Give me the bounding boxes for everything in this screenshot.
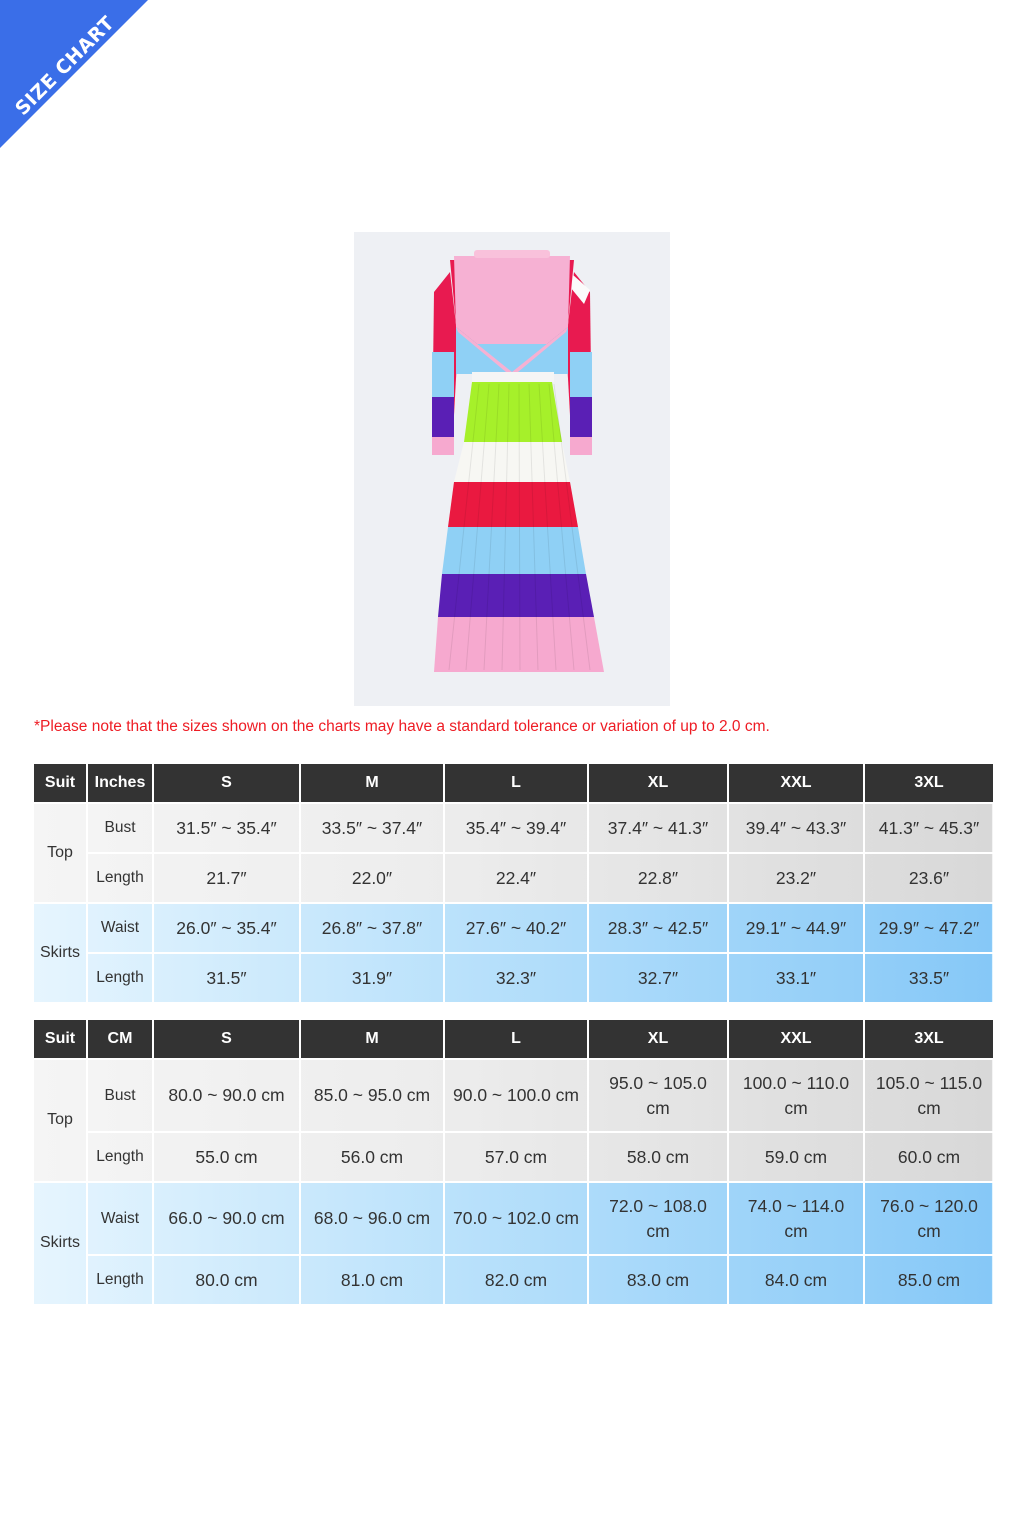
- header-size-xl: XL: [589, 764, 727, 802]
- cell-value: 60.0 cm: [865, 1133, 993, 1181]
- cell-value: 22.8″: [589, 854, 727, 902]
- cell-value: 37.4″ ~ 41.3″: [589, 804, 727, 852]
- header-size-xxl: XXL: [729, 1020, 863, 1058]
- row-label-waist: Waist: [88, 904, 152, 952]
- cell-value: 85.0 ~ 95.0 cm: [301, 1060, 443, 1131]
- tolerance-note: *Please note that the sizes shown on the charts may have a standard tolerance or variation of up to 2.0 cm.: [34, 718, 770, 735]
- cell-value: 82.0 cm: [445, 1256, 587, 1304]
- cell-value: 22.0″: [301, 854, 443, 902]
- header-size-s: S: [154, 764, 299, 802]
- cell-value: 31.9″: [301, 954, 443, 1002]
- table-row: [34, 1256, 993, 1304]
- cell-value: 83.0 cm: [589, 1256, 727, 1304]
- cell-value: 32.7″: [589, 954, 727, 1002]
- cell-value: 100.0 ~ 110.0 cm: [729, 1060, 863, 1131]
- cell-value: 70.0 ~ 102.0 cm: [445, 1183, 587, 1254]
- size-chart-badge: [0, 0, 150, 150]
- cell-value: 23.6″: [865, 854, 993, 902]
- cell-value: 33.5″ ~ 37.4″: [301, 804, 443, 852]
- header-size-3xl: 3XL: [865, 1020, 993, 1058]
- cell-value: 80.0 cm: [154, 1256, 299, 1304]
- cell-value: 58.0 cm: [589, 1133, 727, 1181]
- header-size-s: S: [154, 1020, 299, 1058]
- table-row: [34, 804, 993, 852]
- cell-value: 56.0 cm: [301, 1133, 443, 1181]
- dress-illustration: [354, 232, 670, 706]
- table-row: [34, 1133, 993, 1181]
- group-label-top: Top: [34, 1060, 86, 1181]
- cell-value: 57.0 cm: [445, 1133, 587, 1181]
- header-size-m: M: [301, 764, 443, 802]
- header-suit: Suit: [34, 764, 86, 802]
- header-unit: CM: [88, 1020, 152, 1058]
- cell-value: 29.1″ ~ 44.9″: [729, 904, 863, 952]
- cell-value: 80.0 ~ 90.0 cm: [154, 1060, 299, 1131]
- cell-value: 29.9″ ~ 47.2″: [865, 904, 993, 952]
- cell-value: 95.0 ~ 105.0 cm: [589, 1060, 727, 1131]
- cell-value: 26.8″ ~ 37.8″: [301, 904, 443, 952]
- cell-value: 35.4″ ~ 39.4″: [445, 804, 587, 852]
- header-size-3xl: 3XL: [865, 764, 993, 802]
- cell-value: 33.1″: [729, 954, 863, 1002]
- table-row: [34, 1060, 993, 1131]
- cell-value: 85.0 cm: [865, 1256, 993, 1304]
- cell-value: 84.0 cm: [729, 1256, 863, 1304]
- row-label-length: Length: [88, 1133, 152, 1181]
- badge-label: SIZE CHART: [11, 12, 119, 120]
- header-suit: Suit: [34, 1020, 86, 1058]
- cell-value: 41.3″ ~ 45.3″: [865, 804, 993, 852]
- header-size-xxl: XXL: [729, 764, 863, 802]
- table-row: [34, 1183, 993, 1254]
- header-size-l: L: [445, 1020, 587, 1058]
- size-table-inches: [32, 762, 995, 1004]
- table-row: [34, 954, 993, 1002]
- table-row: [34, 854, 993, 902]
- row-label-length: Length: [88, 854, 152, 902]
- header-size-xl: XL: [589, 1020, 727, 1058]
- cell-value: 74.0 ~ 114.0 cm: [729, 1183, 863, 1254]
- cell-value: 59.0 cm: [729, 1133, 863, 1181]
- header-size-m: M: [301, 1020, 443, 1058]
- cell-value: 72.0 ~ 108.0 cm: [589, 1183, 727, 1254]
- table-header-row: [34, 764, 993, 802]
- group-label-skirts: Skirts: [34, 1183, 86, 1304]
- table-row: [34, 904, 993, 952]
- cell-value: 22.4″: [445, 854, 587, 902]
- size-table-cm: [32, 1018, 995, 1306]
- cell-value: 66.0 ~ 90.0 cm: [154, 1183, 299, 1254]
- cell-value: 76.0 ~ 120.0 cm: [865, 1183, 993, 1254]
- row-label-length: Length: [88, 1256, 152, 1304]
- cell-value: 81.0 cm: [301, 1256, 443, 1304]
- row-label-waist: Waist: [88, 1183, 152, 1254]
- row-label-length: Length: [88, 954, 152, 1002]
- cell-value: 28.3″ ~ 42.5″: [589, 904, 727, 952]
- header-size-l: L: [445, 764, 587, 802]
- row-label-bust: Bust: [88, 1060, 152, 1131]
- cell-value: 21.7″: [154, 854, 299, 902]
- cell-value: 39.4″ ~ 43.3″: [729, 804, 863, 852]
- cell-value: 55.0 cm: [154, 1133, 299, 1181]
- cell-value: 90.0 ~ 100.0 cm: [445, 1060, 587, 1131]
- cell-value: 32.3″: [445, 954, 587, 1002]
- cell-value: 31.5″ ~ 35.4″: [154, 804, 299, 852]
- header-unit: Inches: [88, 764, 152, 802]
- table-header-row: [34, 1020, 993, 1058]
- group-label-top: Top: [34, 804, 86, 902]
- cell-value: 26.0″ ~ 35.4″: [154, 904, 299, 952]
- cell-value: 105.0 ~ 115.0 cm: [865, 1060, 993, 1131]
- cell-value: 68.0 ~ 96.0 cm: [301, 1183, 443, 1254]
- cell-value: 33.5″: [865, 954, 993, 1002]
- row-label-bust: Bust: [88, 804, 152, 852]
- product-image: [354, 232, 670, 706]
- cell-value: 23.2″: [729, 854, 863, 902]
- badge-triangle: [0, 0, 148, 148]
- cell-value: 27.6″ ~ 40.2″: [445, 904, 587, 952]
- group-label-skirts: Skirts: [34, 904, 86, 1002]
- cell-value: 31.5″: [154, 954, 299, 1002]
